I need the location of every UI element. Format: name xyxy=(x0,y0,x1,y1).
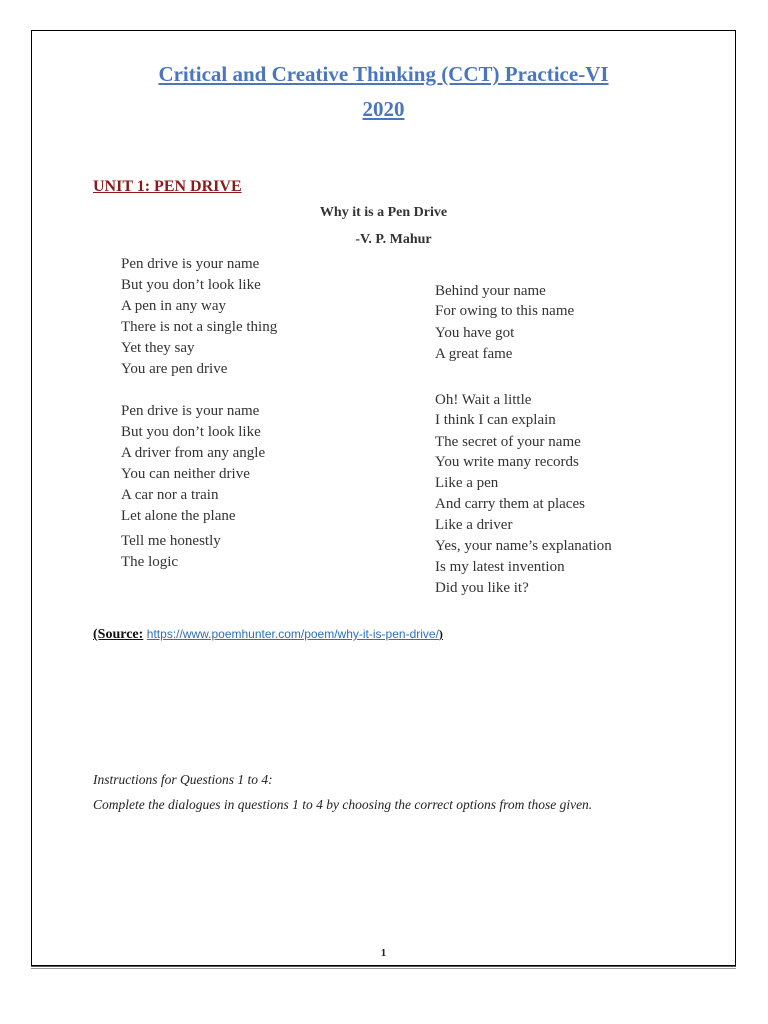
source-label: (Source: xyxy=(93,627,144,642)
poem-line: For owing to this name xyxy=(435,303,575,319)
poem-line: Let alone the plane xyxy=(121,508,236,524)
poem-line: Pen drive is your name xyxy=(121,256,260,272)
poem-line: But you don’t look like xyxy=(121,277,261,293)
document-year: 2020 xyxy=(362,97,405,121)
poem-line: A driver from any angle xyxy=(121,445,266,461)
poem-line: Like a driver xyxy=(435,517,513,533)
poem-line: A car nor a train xyxy=(121,487,219,503)
unit-heading: UNIT 1: PEN DRIVE xyxy=(93,178,242,195)
poem-line: Yes, your name’s explanation xyxy=(435,538,612,554)
instructions-heading: Instructions for Questions 1 to 4: xyxy=(93,772,273,787)
poem-author: -V. P. Mahur xyxy=(355,232,432,247)
instructions-text: Complete the dialogues in questions 1 to 4 by choosing the correct options from those given. xyxy=(93,797,593,812)
source-link[interactable]: https://www.poemhunter.com/poem/why-it-is-pen-drive/ xyxy=(146,627,439,641)
poem-line: The secret of your name xyxy=(435,434,581,450)
document-title: Critical and Creative Thinking (CCT) Practice-VI xyxy=(158,62,609,86)
poem-line: You write many records xyxy=(435,454,579,470)
poem-line: Is my latest invention xyxy=(435,559,565,575)
poem-line: There is not a single thing xyxy=(121,319,278,335)
poem-line: You are pen drive xyxy=(121,361,228,377)
poem-line: The logic xyxy=(121,554,179,570)
source-citation xyxy=(93,627,443,643)
poem-line: A pen in any way xyxy=(121,298,226,314)
poem-line: A great fame xyxy=(435,346,513,362)
poem-line: And carry them at places xyxy=(435,496,585,512)
poem-line: You can neither drive xyxy=(121,466,250,482)
poem-line: Pen drive is your name xyxy=(121,403,260,419)
poem-line: I think I can explain xyxy=(435,412,556,428)
poem-line: Like a pen xyxy=(435,475,499,491)
poem-line: Did you like it? xyxy=(435,580,529,596)
poem-line: You have got xyxy=(435,325,515,341)
poem-line: But you don’t look like xyxy=(121,424,261,440)
source-close-paren: ) xyxy=(438,627,443,641)
page-number: 1 xyxy=(380,947,387,959)
poem-line: Oh! Wait a little xyxy=(435,392,532,408)
bottom-rule xyxy=(31,966,736,969)
poem-line: Behind your name xyxy=(435,283,546,299)
poem-line: Yet they say xyxy=(121,340,195,356)
poem-line: Tell me honestly xyxy=(121,533,221,549)
poem-title: Why it is a Pen Drive xyxy=(319,205,448,220)
